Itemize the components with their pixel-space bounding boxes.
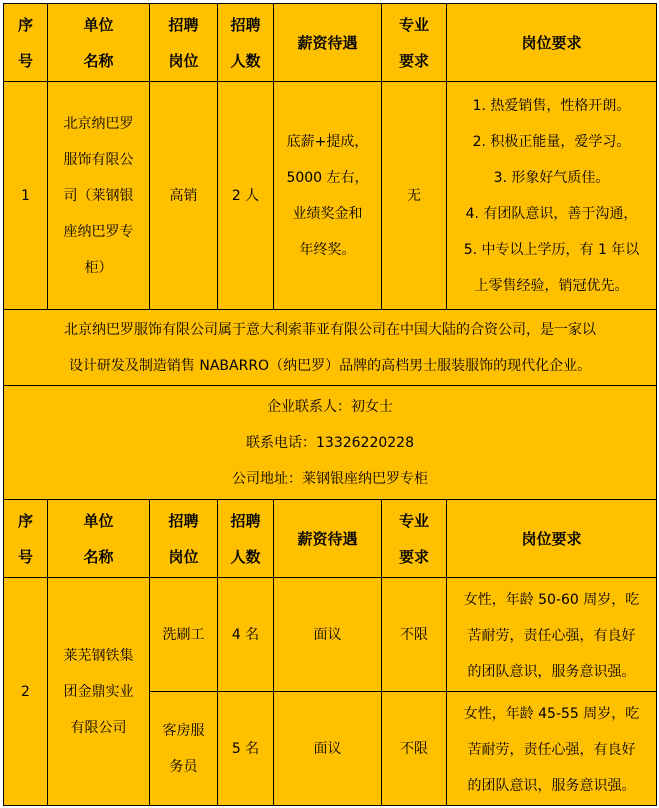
contact-person: 企业联系人：初女士	[267, 398, 393, 415]
recruitment-table	[3, 3, 657, 806]
job-row-1	[4, 82, 657, 310]
major-cell: 不限	[382, 692, 447, 806]
header-row-1	[4, 4, 657, 82]
header-salary: 薪资待遇	[274, 4, 382, 82]
header-major: 专业 要求	[382, 500, 447, 578]
header-seq: 序 号	[4, 4, 48, 82]
count-cell: 4 名	[218, 578, 274, 692]
header-salary: 薪资待遇	[274, 500, 382, 578]
seq-cell: 1	[4, 82, 48, 310]
requirements-cell: 1. 热爱销售，性格开朗。 2. 积极正能量，爱学习。 3. 形象好气质佳。 4. 有团队意识，善于沟通， 5. 中专以上学历，有 1 年以 上零售经验，销冠优先。	[447, 82, 657, 310]
header-requirements: 岗位要求	[447, 500, 657, 578]
contact-info	[4, 386, 657, 500]
count-cell: 2 人	[218, 82, 274, 310]
header-count: 招聘 人数	[218, 500, 274, 578]
requirements-cell: 女性，年龄 50-60 周岁，吃 苦耐劳，责任心强，有良好 的团队意识，服务意识强。	[447, 578, 657, 692]
header-position: 招聘 岗位	[150, 4, 218, 82]
seq-cell: 2	[4, 578, 48, 806]
header-unit: 单位 名称	[48, 4, 150, 82]
header-unit: 单位 名称	[48, 500, 150, 578]
salary-cell: 面议	[274, 692, 382, 806]
unit-cell: 莱芜钢铁集 团金鼎实业 有限公司	[48, 578, 150, 806]
header-seq: 序 号	[4, 500, 48, 578]
major-cell: 不限	[382, 578, 447, 692]
company-address: 公司地址：莱钢银座纳巴罗专柜	[232, 470, 428, 487]
requirements-cell: 女性，年龄 45-55 周岁，吃 苦耐劳，责任心强，有良好 的团队意识，服务意识强。	[447, 692, 657, 806]
header-major: 专业 要求	[382, 4, 447, 82]
unit-cell: 北京纳巴罗 服饰有限公 司（莱钢银 座纳巴罗专 柜）	[48, 82, 150, 310]
position-cell: 高销	[150, 82, 218, 310]
header-count: 招聘 人数	[218, 4, 274, 82]
job-row-2a	[4, 578, 657, 692]
major-cell: 无	[382, 82, 447, 310]
header-row-2	[4, 500, 657, 578]
company-description-row	[4, 310, 657, 386]
header-requirements: 岗位要求	[447, 4, 657, 82]
company-description: 北京纳巴罗服饰有限公司属于意大利索菲亚有限公司在中国大陆的合资公司，是一家以 设计研发及制造销售 NABARRO（纳巴罗）品牌的高档男士服装服饰的现代化企业。	[4, 310, 657, 386]
position-cell: 客房服 务员	[150, 692, 218, 806]
salary-cell: 底薪+提成， 5000 左右， 业绩奖金和 年终奖。	[274, 82, 382, 310]
contact-phone: 联系电话：13326220228	[246, 434, 414, 451]
contact-row	[4, 386, 657, 500]
salary-cell: 面议	[274, 578, 382, 692]
header-position: 招聘 岗位	[150, 500, 218, 578]
position-cell: 洗刷工	[150, 578, 218, 692]
count-cell: 5 名	[218, 692, 274, 806]
